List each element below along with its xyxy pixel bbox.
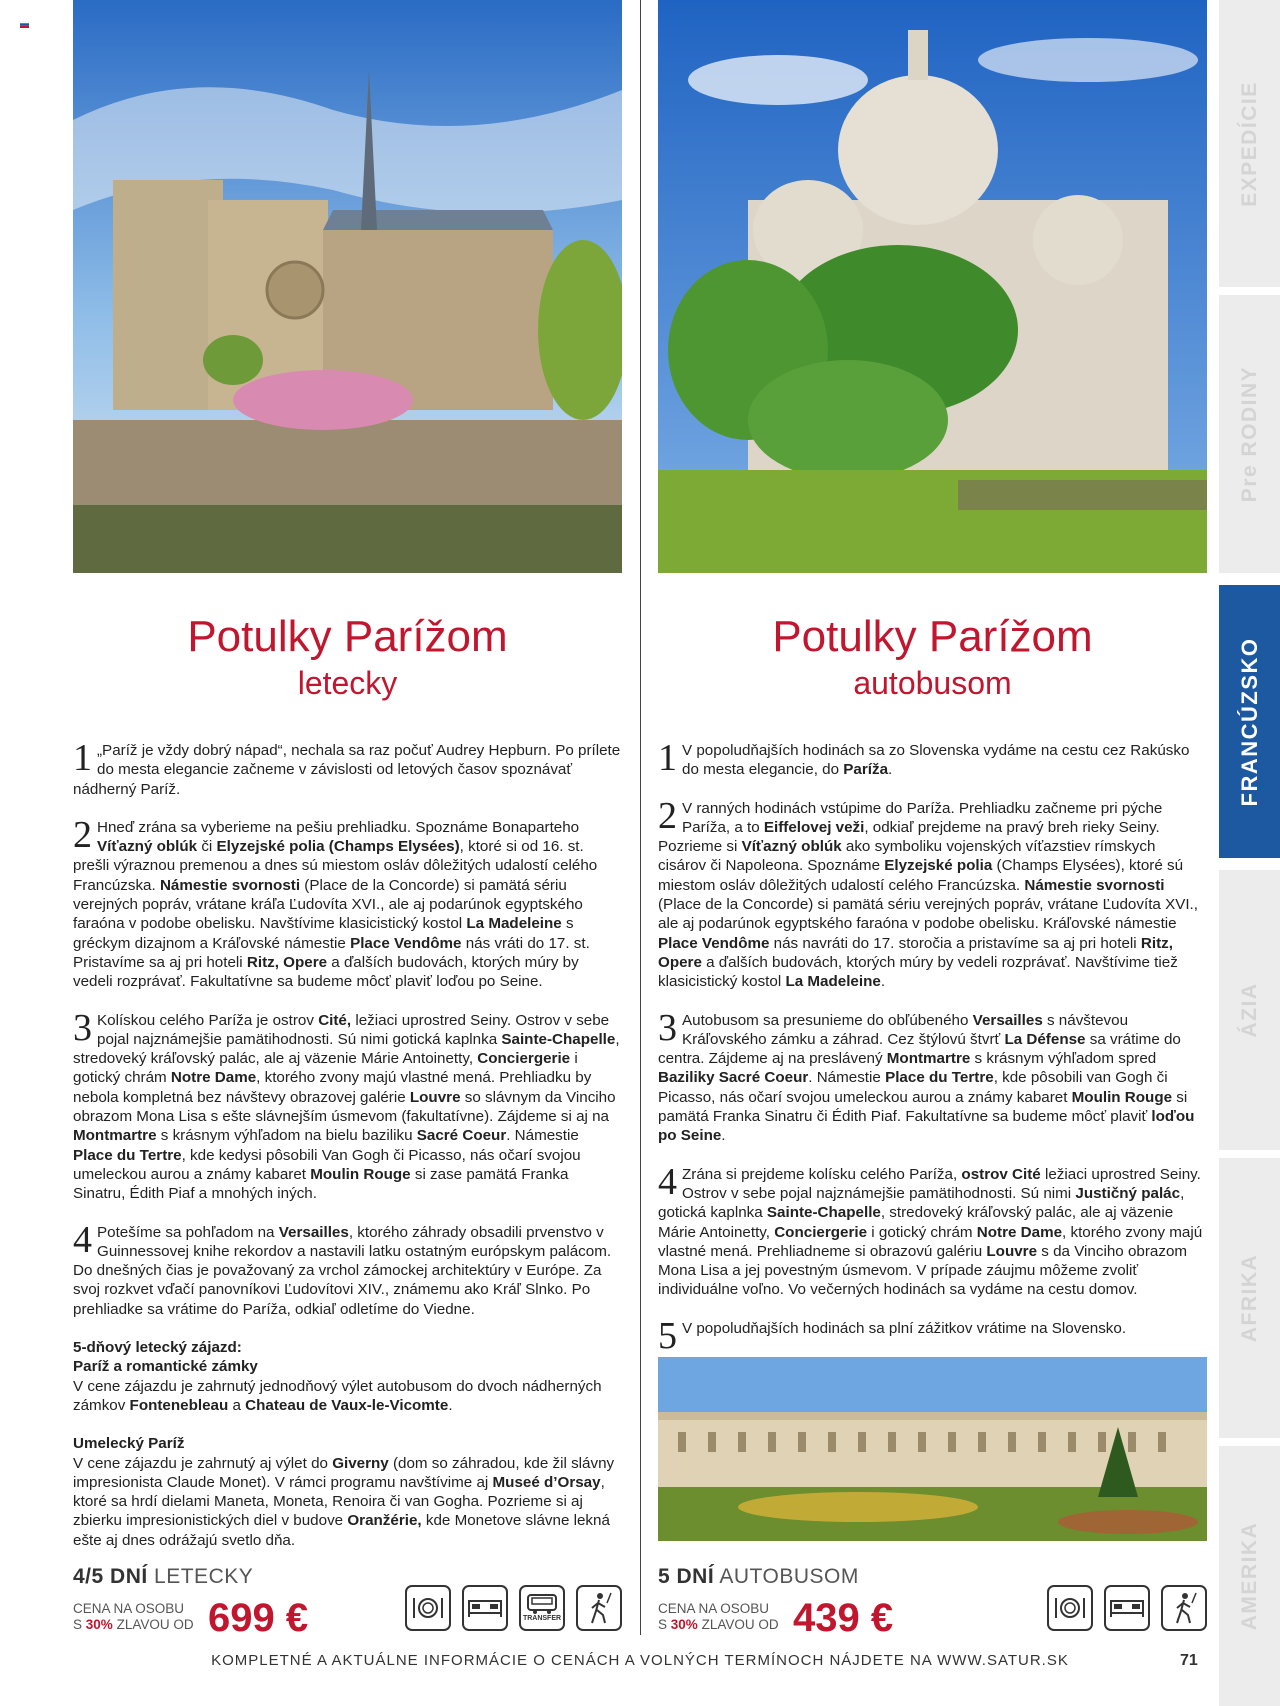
extra-heading: 5-dňový letecký zájazd: Paríž a romantické zámky — [73, 1339, 258, 1376]
left-day-1 — [73, 737, 622, 799]
sidebar-tab-rodiny[interactable]: Pre RODINY — [1219, 295, 1280, 573]
bed-icon — [1104, 1585, 1150, 1631]
right-day-2 — [658, 794, 1207, 992]
day-number: 3 — [658, 1006, 677, 1049]
left-price-value: 699 € — [208, 1596, 309, 1640]
left-day-4 — [73, 1218, 622, 1319]
sidebar-tab-azia[interactable]: ÁZIA — [1219, 870, 1280, 1150]
sidebar-tab-expedicie[interactable]: EXPEDÍCIE — [1219, 0, 1280, 287]
left-subtitle: letecky — [297, 665, 398, 701]
right-price-label: CENA NA OSOBU S 30% ZLAVOU OD — [658, 1601, 779, 1632]
left-extra-0 — [73, 1338, 622, 1415]
left-service-icons — [405, 1585, 622, 1631]
left-column — [73, 0, 622, 1569]
day-text: „Paríž je vždy dobrý nápad“, nechala sa raz počuť Audrey Hepburn. Po prílete do mesta elegancie začneme v závislosti od letových časov spoznávať nádherný Paríž. — [73, 742, 621, 798]
transfer-label: TRANSFER — [522, 1615, 562, 1622]
versailles-photo — [658, 1357, 1207, 1541]
right-duration: 5 DNÍ AUTOBUSOM — [658, 1565, 859, 1588]
bed-icon — [462, 1585, 508, 1631]
walking-tour-icon — [1161, 1585, 1207, 1631]
extra-text: V cene zájazdu je zahrnutý aj výlet do Giverny (dom so záhradou, kde žil slávny impresionista Claude Monet). V rámci programu navštívime aj Museé d’Orsay, ktoré sa hrdí dielami Maneta, Moneta, Renoira či van Gogha. Pozrieme si aj zbierku impresionistických diel v budove Oranžérie, kde Monetove slávne lekná ešte aj dnes odrážajú svetlo dňa. — [73, 1454, 615, 1549]
left-day-2 — [73, 813, 622, 992]
day-number: 2 — [658, 794, 677, 837]
day-text: V ranných hodinách vstúpime do Paríža. Prehliadku začneme pri pýche Paríža, a to Eiffelovej veži, odkiaľ prejdeme na pravý breh rieky Seiny. Pozrieme si Víťazný oblúk ako symboliku vojenských víťazstiev rímskych cisárov či Napoleona. Spoznáme Elyzejské polia (Champs Elysées), ktoré sú miestom osláv dôležitých udalostí celého Francúzska. Námestie svornosti (Place de la Concorde) si pamätá sériu verejných popráv, vrátane Ľudovíta XVI., ale aj podarúnok egyptského faraóna v podobe obelisku. Kráľovské námestie Place Vendôme nás navráti do 17. storočia a pristavíme sa aj pri hoteli Ritz, Opere a ďalších budovách, ktorých múry by vedeli rozprávať. Navštívime tiež klasicistický kostol La Madeleine. — [658, 799, 1199, 991]
day-number: 4 — [73, 1218, 92, 1261]
left-price-block — [73, 1565, 622, 1640]
day-text: V popoludňajších hodinách sa zo Slovenska vydáme na cestu cez Rakúsko do mesta elegancie, do Paríža. — [682, 742, 1190, 779]
right-day-1 — [658, 737, 1207, 780]
flag-icon — [20, 21, 29, 28]
day-text: Kolískou celého Paríža je ostrov Cité, ležiaci uprostred Seiny. Ostrov v sebe pojal najznámejšie pamätihodnosti. Sú nimi gotická kaplnka Sainte-Chapelle, stredoveký kráľovský palác, ale aj väzenie Márie Antoinetty, Conciergerie i gotický chrám Notre Dame, ktorého zvony majú vlastné mená. Prehliadku by nebola kompletná bez návštevy obrazovej galérie Louvre so slávnym da Vinciho obrazom Mona Lisa s ešte slávnejším úsmevom (fakultatívne). Zájdeme si aj na Montmartre s krásnym výhľadom na bielu baziliku Sacré Coeur. Námestie Place du Tertre, kde kedysi pôsobili Van Gogh či Picasso, nás očarí svojou umeleckou aurou a známy kabaret Moulin Rouge si zase pamätá Franka Sinatru, Édith Piaf a mnohých iných. — [73, 1011, 620, 1203]
left-extras — [73, 1338, 622, 1550]
right-day-4 — [658, 1160, 1207, 1300]
left-duration: 4/5 DNÍ LETECKY — [73, 1565, 254, 1588]
day-number: 1 — [73, 737, 92, 779]
footer-info: KOMPLETNÉ A AKTUÁLNE INFORMÁCIE O CENÁCH A VOLNÝCH TERMÍNOCH NÁJDETE NA WWW.SATUR.SK — [211, 1652, 1069, 1669]
right-service-icons — [1047, 1585, 1207, 1631]
notre-dame-photo — [73, 0, 622, 573]
right-itinerary — [658, 737, 1207, 1357]
right-day-5 — [658, 1314, 1207, 1357]
sidebar-tab-amerika[interactable]: AMERIKA — [1219, 1446, 1280, 1706]
left-day-3 — [73, 1006, 622, 1204]
sacre-coeur-photo — [658, 0, 1207, 573]
page-number: 71 — [1180, 1652, 1198, 1669]
meal-icon — [405, 1585, 451, 1631]
day-text: Zrána si prejdeme kolísku celého Paríža, ostrov Cité ležiaci uprostred Seiny. Ostrov v sebe pojal najznámejšie pamätihodnosti. Sú nimi Justičný palác, gotická kaplnka Sainte-Chapelle, stredoveký kráľovský palác, ale aj väzenie Márie Antoinetty, Conciergerie i gotický chrám Notre Dame, ktorého zvony majú vlastné mená. Prehliadneme si obrazovú galériu Louvre s da Vinciho obrazom Mona Lisa a jej povestným úsmevom. V prípade záujmu môžeme zvoliť individuálne voľno. Vo večerných hodinách sa vydáme na cestu domov. — [658, 1165, 1203, 1299]
sidebar-tab-francuzsko[interactable]: FRANCÚZSKO — [1219, 585, 1280, 858]
column-divider — [640, 0, 641, 1635]
extra-heading: Umelecký Paríž — [73, 1435, 185, 1453]
meal-icon — [1047, 1585, 1093, 1631]
right-price-block — [658, 1565, 1207, 1640]
day-number: 5 — [658, 1314, 677, 1357]
day-number: 4 — [658, 1160, 677, 1203]
left-price-label: CENA NA OSOBU S 30% ZLAVOU OD — [73, 1601, 194, 1632]
transfer-bus-icon — [519, 1585, 565, 1631]
left-title: Potulky Parížom — [187, 612, 508, 661]
right-column — [658, 0, 1207, 1541]
right-subtitle: autobusom — [853, 665, 1012, 701]
right-title: Potulky Parížom — [772, 612, 1093, 661]
day-text: Hneď zrána sa vyberieme na pešiu prehliadku. Spoznáme Bonaparteho Víťazný oblúk či Elyzejské polia (Champs Elysées), ktoré si od 16. st. prešli výraznou premenou a dnes sú miestom osláv dôležitých udalostí celého Francúzska. Námestie svornosti (Place de la Concorde) si pamätá sériu verejných popráv, vrátane kráľa Ľudovíta XVI., ale aj podarúnok egyptského faraóna v podobe obelisku. Navštívime klasicistický kostol La Madeleine s gréckym dizajnom a Kráľovské námestie Place Vendôme nás vráti do 17. st. Pristavíme sa aj pri hoteli Ritz, Opere a ďalších budovách, ktorých múry by vedeli rozprávať. Fakultatívne sa budeme môcť plaviť loďou po Seine. — [73, 818, 598, 991]
right-day-3 — [658, 1006, 1207, 1146]
day-number: 3 — [73, 1006, 92, 1049]
left-itinerary — [73, 737, 622, 1319]
sidebar-tab-afrika[interactable]: AFRIKA — [1219, 1158, 1280, 1438]
day-text: V popoludňajších hodinách sa plní zážitkov vrátime na Slovensko. — [682, 1319, 1127, 1337]
day-text: Potešíme sa pohľadom na Versailles, ktorého záhrady obsadili prvenstvo v Guinnessovej knihe rekordov a nastavili latku ostatným európskym palácom. Do dnešných čias je považovaný za vrchol zámockej architektúry v Európe. Za svoj rozkvet vďačí panovníkovi Ľudovítovi XIV., známemu ako Kráľ Slnko. Po prehliadke sa vrátime do Paríža, odkiaľ odletíme do Viedne. — [73, 1223, 612, 1318]
day-text: Autobusom sa presunieme do obľúbeného Versailles s návštevou Kráľovského zámku a záhrad. Cez štýlovú štvrť La Défense sa vrátime do centra. Zájdeme aj na preslávený Montmartre s krásnym výhľadom spred Baziliky Sacré Coeur. Námestie Place du Tertre, kde pôsobili van Gogh či Picasso, nás očarí svojou umeleckou aurou a známy kabaret Moulin Rouge si pamätá Franka Sinatru či Édith Piaf. Fakultatívne sa budeme môcť plaviť loďou po Seine. — [658, 1011, 1195, 1145]
day-number: 2 — [73, 813, 92, 856]
day-number: 1 — [658, 737, 677, 779]
extra-text: V cene zájazdu je zahrnutý jednodňový výlet autobusom do dvoch nádherných zámkov Fontenebleau a Chateau de Vaux-le-Vicomte. — [73, 1377, 602, 1414]
right-price-value: 439 € — [793, 1596, 894, 1640]
walking-tour-icon — [576, 1585, 622, 1631]
left-extra-1 — [73, 1434, 622, 1550]
